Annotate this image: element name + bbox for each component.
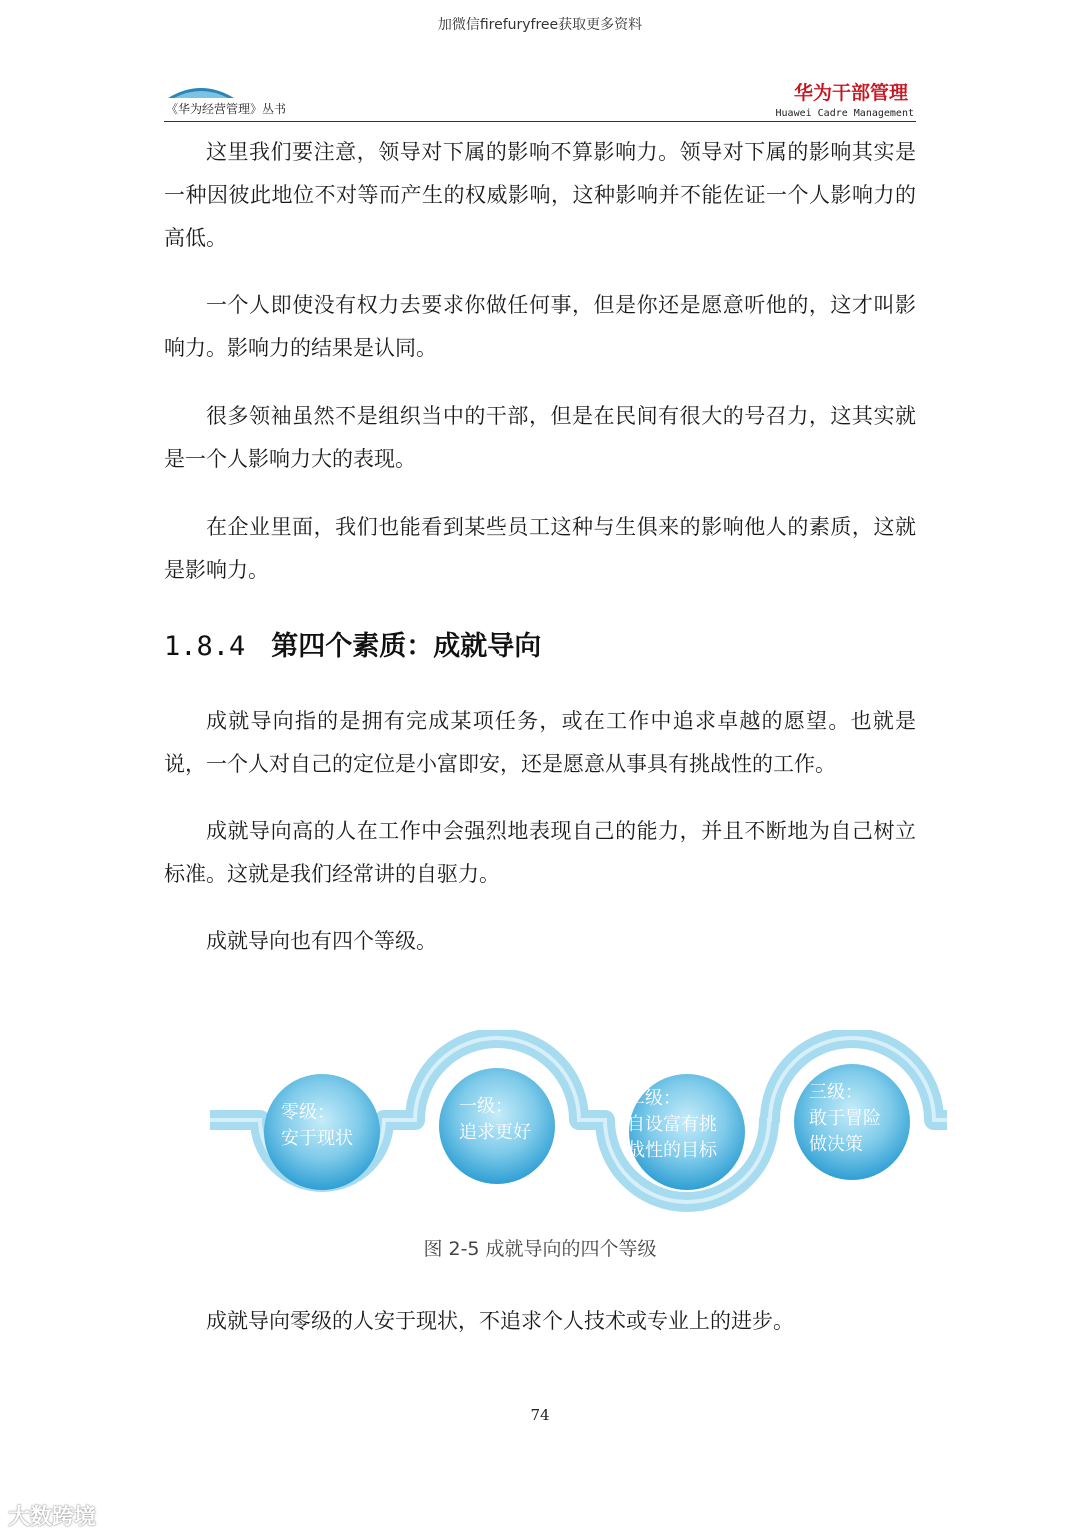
- paragraph: 一个人即使没有权力去要求你做任何事，但是你还是愿意听他的，这才叫影响力。影响力的结果是认同。: [164, 293, 916, 360]
- paragraph: 在企业里面，我们也能看到某些员工这种与生俱来的影响他人的素质，这就是影响力。: [164, 515, 916, 582]
- paragraph: 成就导向指的是拥有完成某项任务，或在工作中追求卓越的愿望。也就是说，一个人对自己的定位是小富即安，还是愿意从事具有挑战性的工作。: [164, 709, 916, 776]
- paragraph: 成就导向也有四个等级。: [206, 929, 437, 953]
- paragraph: 成就导向高的人在工作中会强烈地表现自己的能力，并且不断地为自己树立标准。这就是我们经常讲的自驱力。: [164, 819, 916, 886]
- page-number: 74: [530, 1406, 550, 1424]
- level-0-label: 零级： 安于现状: [281, 1102, 353, 1149]
- level-1-label: 一级： 追求更好: [459, 1096, 531, 1143]
- book-title-en: Huawei Cadre Management: [775, 108, 914, 119]
- book-title: 华为干部管理: [793, 82, 908, 104]
- section-number: 1.8.4: [164, 631, 246, 662]
- mountain-logo-icon: [166, 80, 236, 100]
- top-watermark: 加微信firefuryfree获取更多资料: [437, 17, 643, 33]
- section-heading: [164, 624, 541, 663]
- corner-watermark: 大数跨境: [8, 1505, 97, 1530]
- paragraph: 很多领袖虽然不是组织当中的干部，但是在民间有很大的号召力，这其实就是一个人影响力大的表现。: [164, 404, 916, 471]
- series-title: 《华为经营管理》丛书: [166, 102, 287, 116]
- figure-caption: 图 2-5 成就导向的四个等级: [423, 1238, 657, 1260]
- level-3-label: 三级： 敢于冒险 做决策: [809, 1082, 881, 1155]
- paragraph: 这里我们要注意，领导对下属的影响不算影响力。领导对下属的影响其实是一种因彼此地位不对等而产生的权威影响，这种影响并不能佐证一个人影响力的高低。: [164, 140, 916, 250]
- level-2-label: 二级： 自设富有挑 战性的目标: [627, 1088, 717, 1161]
- header-rule: [164, 121, 916, 122]
- section-title-text: 第四个素质：成就导向: [271, 631, 542, 662]
- achievement-levels-diagram: [205, 1030, 950, 1220]
- paragraph: 成就导向零级的人安于现状，不追求个人技术或专业上的进步。: [206, 1309, 794, 1333]
